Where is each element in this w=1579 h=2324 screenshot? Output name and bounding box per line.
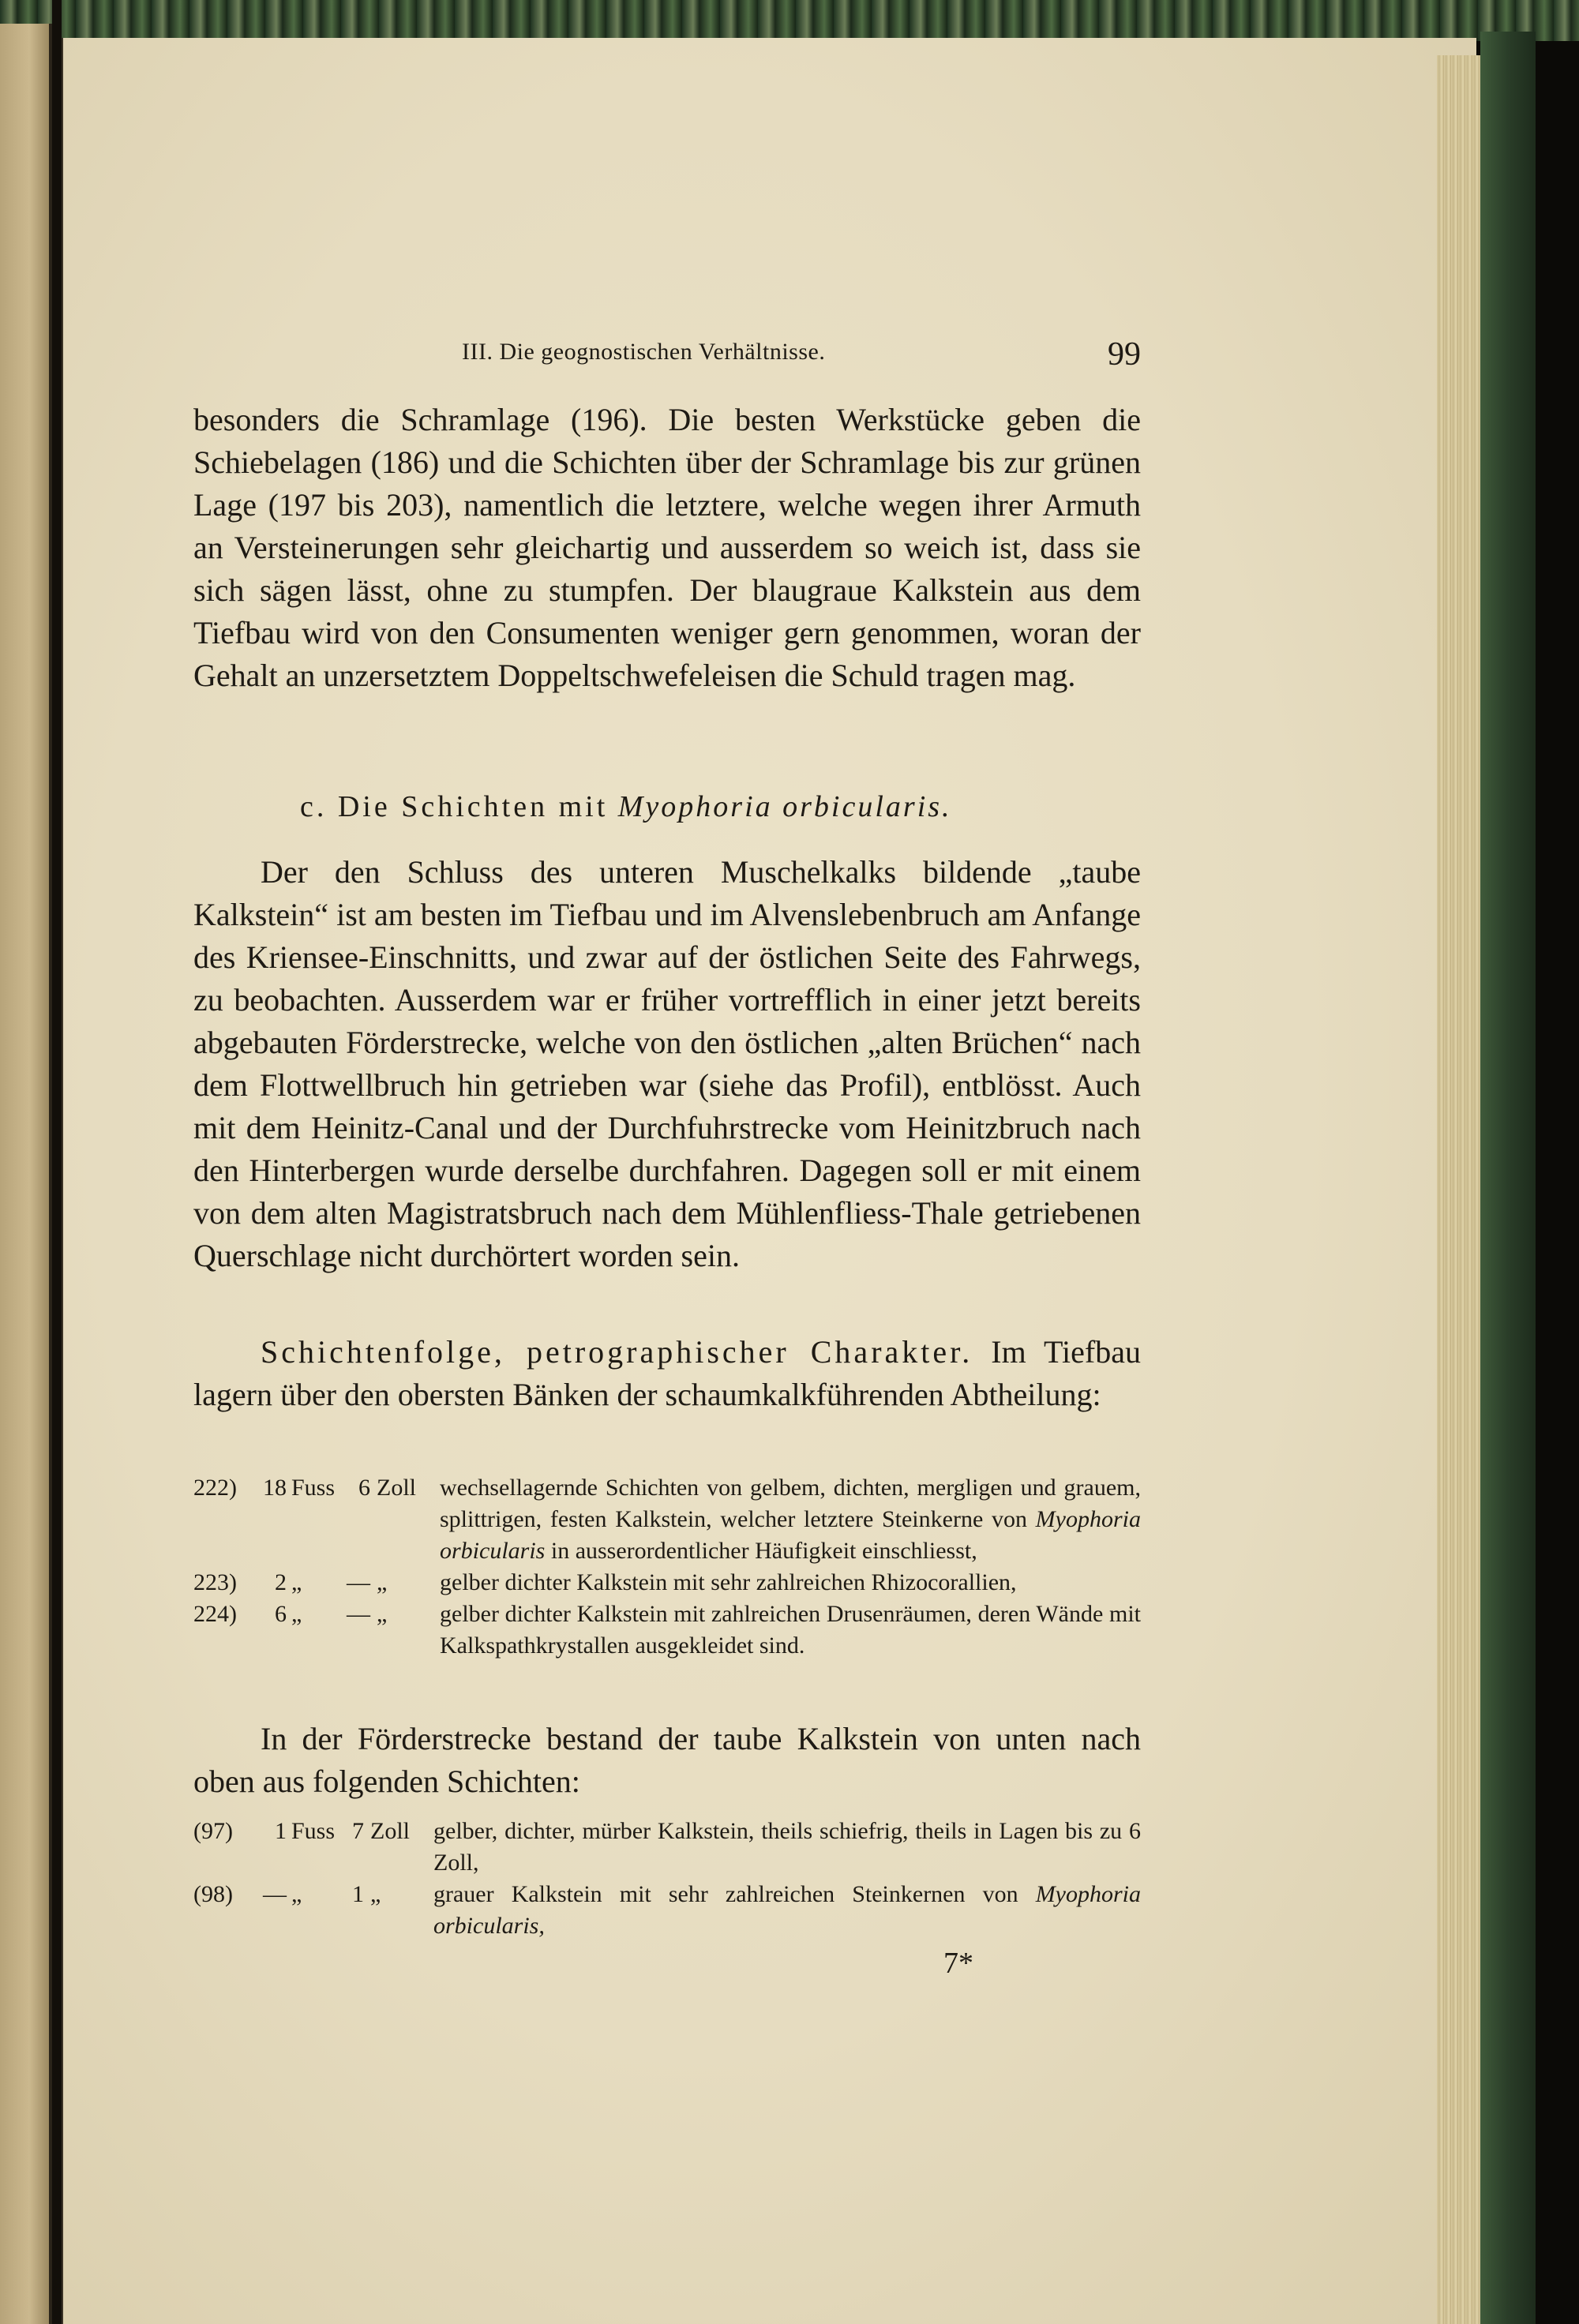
layer-number: 222) — [193, 1475, 237, 1501]
layer-number: 223) — [193, 1569, 237, 1595]
page-stack-edges — [1437, 55, 1480, 2324]
layer-table-foerderstrecke — [193, 1816, 1141, 1942]
layer-description: gelber, dichter, mürber Kalkstein, theils schiefrig, theils in Lagen bis zu 6 Zoll, — [433, 1818, 1141, 1876]
table-row — [193, 1879, 1141, 1942]
book-cover-top — [0, 0, 1579, 41]
layer-species: Myophoria orbicularis — [440, 1506, 1141, 1564]
layer-zoll-unit: Zoll — [370, 1818, 410, 1844]
layer-description — [429, 1472, 1141, 1567]
layer-description: gelber dichter Kalkstein mit sehr zahlreichen Rhizocorallien, — [440, 1569, 1017, 1595]
layer-fuss-unit: „ — [291, 1601, 302, 1627]
paragraph-3-rest: Im Tiefbau lagern über den obersten Bänken der schaumkalkführenden Abtheilung: — [193, 1334, 1141, 1412]
book-spine — [52, 0, 62, 2324]
layer-fuss-unit: „ — [291, 1569, 302, 1595]
book-cover-right — [1480, 32, 1536, 2324]
layer-description: gelber dichter Kalkstein mit zahlreichen Drusenräumen, deren Wände mit Kalkspathkrystallen ausgekleidet sind. — [440, 1601, 1141, 1659]
layer-species: Myophoria orbicularis, — [433, 1881, 1142, 1939]
layer-desc-before: grauer Kalkstein mit sehr zahlreichen Steinkernen von — [433, 1881, 1018, 1907]
section-heading-species: Myophoria orbicularis. — [617, 790, 952, 823]
layer-zoll: — — [347, 1569, 370, 1595]
layer-number: 224) — [193, 1601, 237, 1627]
table-row — [193, 1472, 1141, 1567]
layer-zoll: — — [347, 1601, 370, 1627]
layer-desc-after: in ausserordentlicher Häufigkeit einschliesst, — [550, 1538, 977, 1564]
table-row — [193, 1599, 1141, 1662]
section-heading-prefix: c. Die Schichten mit — [300, 790, 609, 823]
signature-mark: 7* — [943, 1947, 973, 1980]
running-header — [193, 335, 1141, 375]
layer-desc-before: wechsellagernde Schichten von gelbem, dichten, mergligen und grauem, splittrigen, festen Kalkstein, welcher letztere Steinkerne von — [440, 1475, 1141, 1532]
paragraph-4: In der Förderstrecke bestand der taube Kalkstein von unten nach oben aus folgenden Schichten: — [193, 1721, 1141, 1799]
paragraph-1: besonders die Schramlage (196). Die besten Werkstücke geben die Schiebelagen (186) und die Schichten über der Schramlage bis zur grünen Lage (197 bis 203), namentlich die letztere, welche wegen ihrer Armuth an Versteinerungen sehr gleichartig und ausserdem so weich ist, dass sie sich sägen lässt, ohne zu stumpfen. Der blaugraue Kalkstein aus dem Tiefbau wird von den Consumenten weniger gern genommen, woran der Gehalt an unzersetztem Doppeltschwefeleisen die Schuld tragen mag. — [193, 402, 1141, 693]
left-page-edge — [0, 24, 52, 2324]
layer-table-tiefbau — [193, 1472, 1141, 1662]
layer-zoll: 7 — [352, 1818, 364, 1844]
paragraph-3 — [193, 1331, 1141, 1416]
layer-zoll: 1 — [352, 1881, 364, 1907]
layer-description — [422, 1879, 1141, 1942]
table-row — [193, 1816, 1141, 1879]
layer-fuss: 18 — [263, 1475, 287, 1501]
layer-fuss-unit: „ — [291, 1881, 302, 1907]
layer-fuss: 2 — [275, 1569, 287, 1595]
page-number: 99 — [1108, 336, 1141, 373]
layer-fuss-unit: Fuss — [291, 1475, 336, 1501]
table-row — [193, 1567, 1141, 1599]
layer-fuss: 1 — [275, 1818, 287, 1844]
layer-fuss-unit: Fuss — [291, 1818, 336, 1844]
layer-number: (97) — [193, 1818, 233, 1844]
paragraph-2: Der den Schluss des unteren Muschelkalks bildende „taube Kalkstein“ ist am besten im Tiefbau und im Alvenslebenbruch am Anfange des Kriensee-Einschnitts, und zwar auf der östlichen Seite des Fahrwegs, zu beobachten. Ausserdem war er früher vortrefflich in einer jetzt bereits abgebauten Förderstrecke, welche von den östlichen „alten Brüchen“ nach dem Flottwellbruch hin getrieben war (siehe das Profil), entblösst. Auch mit dem Heinitz-Canal und der Durchfuhrstrecke vom Heinitzbruch nach den Hinterbergen wurde derselbe durchfahren. Dagegen soll er mit einem von dem alten Magistratsbruch nach dem Mühlenfliess-Thale getriebenen Querschlage nicht durchörtert worden sein. — [193, 854, 1141, 1273]
layer-zoll-unit: „ — [377, 1569, 388, 1595]
layer-fuss: — — [263, 1881, 287, 1907]
layer-zoll-unit: Zoll — [377, 1475, 416, 1501]
section-heading — [300, 789, 952, 824]
layer-zoll: 6 — [358, 1475, 370, 1501]
paragraph-3-spaced-lead: Schichtenfolge, petrographischer Charakter. — [261, 1334, 973, 1370]
layer-number: (98) — [193, 1881, 233, 1907]
layer-fuss: 6 — [275, 1601, 287, 1627]
layer-zoll-unit: „ — [377, 1601, 388, 1627]
layer-zoll-unit: „ — [370, 1881, 381, 1907]
header-title: III. Die geognostischen Verhältnisse. — [462, 339, 826, 365]
